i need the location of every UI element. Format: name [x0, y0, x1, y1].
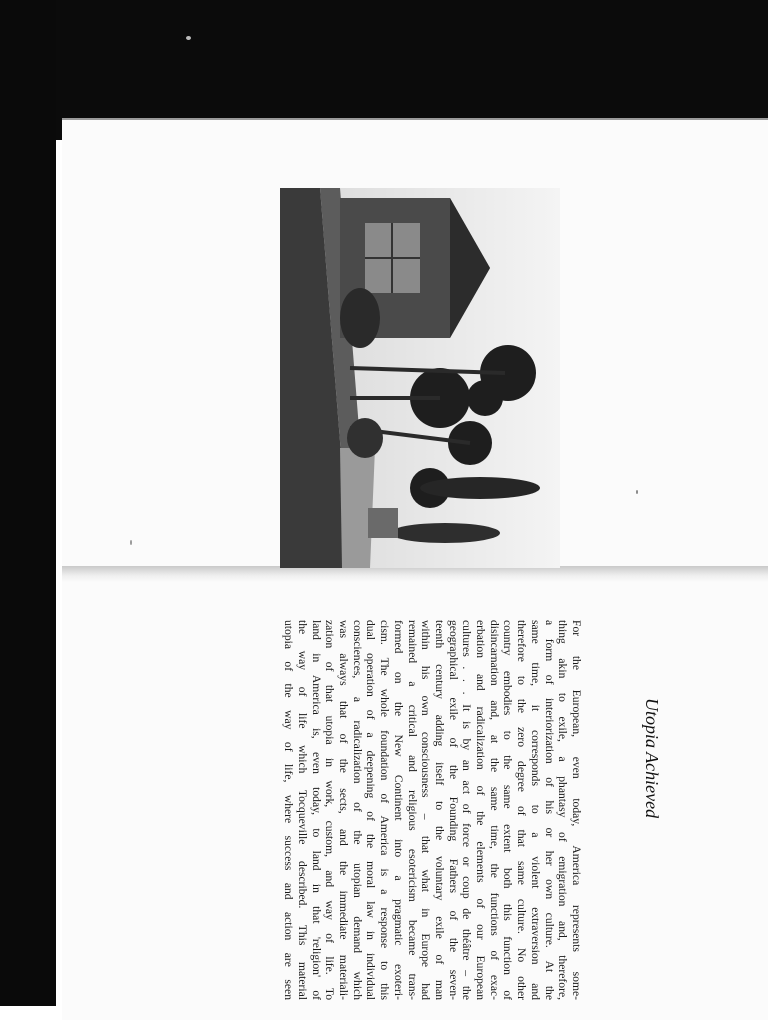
chapter-heading: Utopia Achieved — [642, 698, 662, 819]
body-line: disincarnation and, at the same time, the functions of exac- — [487, 620, 501, 1000]
body-line: was always that of the sects, and the immediate materiali- — [337, 620, 351, 1000]
page-fold-shadow — [62, 566, 768, 582]
body-line: same time, it corresponds to a violent extraversion and — [528, 620, 542, 1000]
body-line: erbation and radicalization of the elements of our European — [474, 620, 488, 1000]
body-line: the way of life which Tocqueville described. This material — [295, 620, 309, 1000]
body-line: cultures . . . It is by an act of force or coup de théâtre – the — [460, 620, 474, 1000]
dust-speck — [636, 490, 638, 494]
house-photograph — [280, 188, 560, 568]
body-line: geographical exile of the Founding Fathers of the seven- — [446, 620, 460, 1000]
body-paragraph — [282, 620, 583, 1000]
body-line: consciences, a radicalization of the utopian demand which — [350, 620, 364, 1000]
body-line: utopia of the way of life, where success and action are seen — [282, 620, 296, 1000]
body-line: within his own consciousness – that what in Europe had — [419, 620, 433, 1000]
body-line: a form of interiorization of his or her own culture. At the — [542, 620, 556, 1000]
dust-speck — [186, 36, 191, 40]
body-line: country embodies to the same extent both this function of — [501, 620, 515, 1000]
scan-left-border — [0, 0, 56, 1006]
body-line: dual operation of a deepening of the moral law in individual — [364, 620, 378, 1000]
body-line: teenth century adding itself to the voluntary exile of man — [432, 620, 446, 1000]
body-line: thing akin to exile, a phantasy of emigration and, therefore, — [556, 620, 570, 1000]
dust-speck — [130, 540, 132, 545]
house-photograph-image — [280, 188, 560, 568]
page-text-block — [62, 620, 662, 1000]
body-line: formed on the New Continent into a pragmatic exoteri- — [391, 620, 405, 1000]
body-line: zation of that utopia in work, custom, and way of life. To — [323, 620, 337, 1000]
body-line: For the European, even today, America represents some- — [570, 620, 583, 1000]
body-line: land in America is, even today, to land in that 'religion' of — [309, 620, 323, 1000]
body-line: therefore to the zero degree of that same culture. No other — [515, 620, 529, 1000]
body-line: cism. The whole foundation of America is a response to this — [378, 620, 392, 1000]
body-line: remained a critical and religious esotericism became trans- — [405, 620, 419, 1000]
